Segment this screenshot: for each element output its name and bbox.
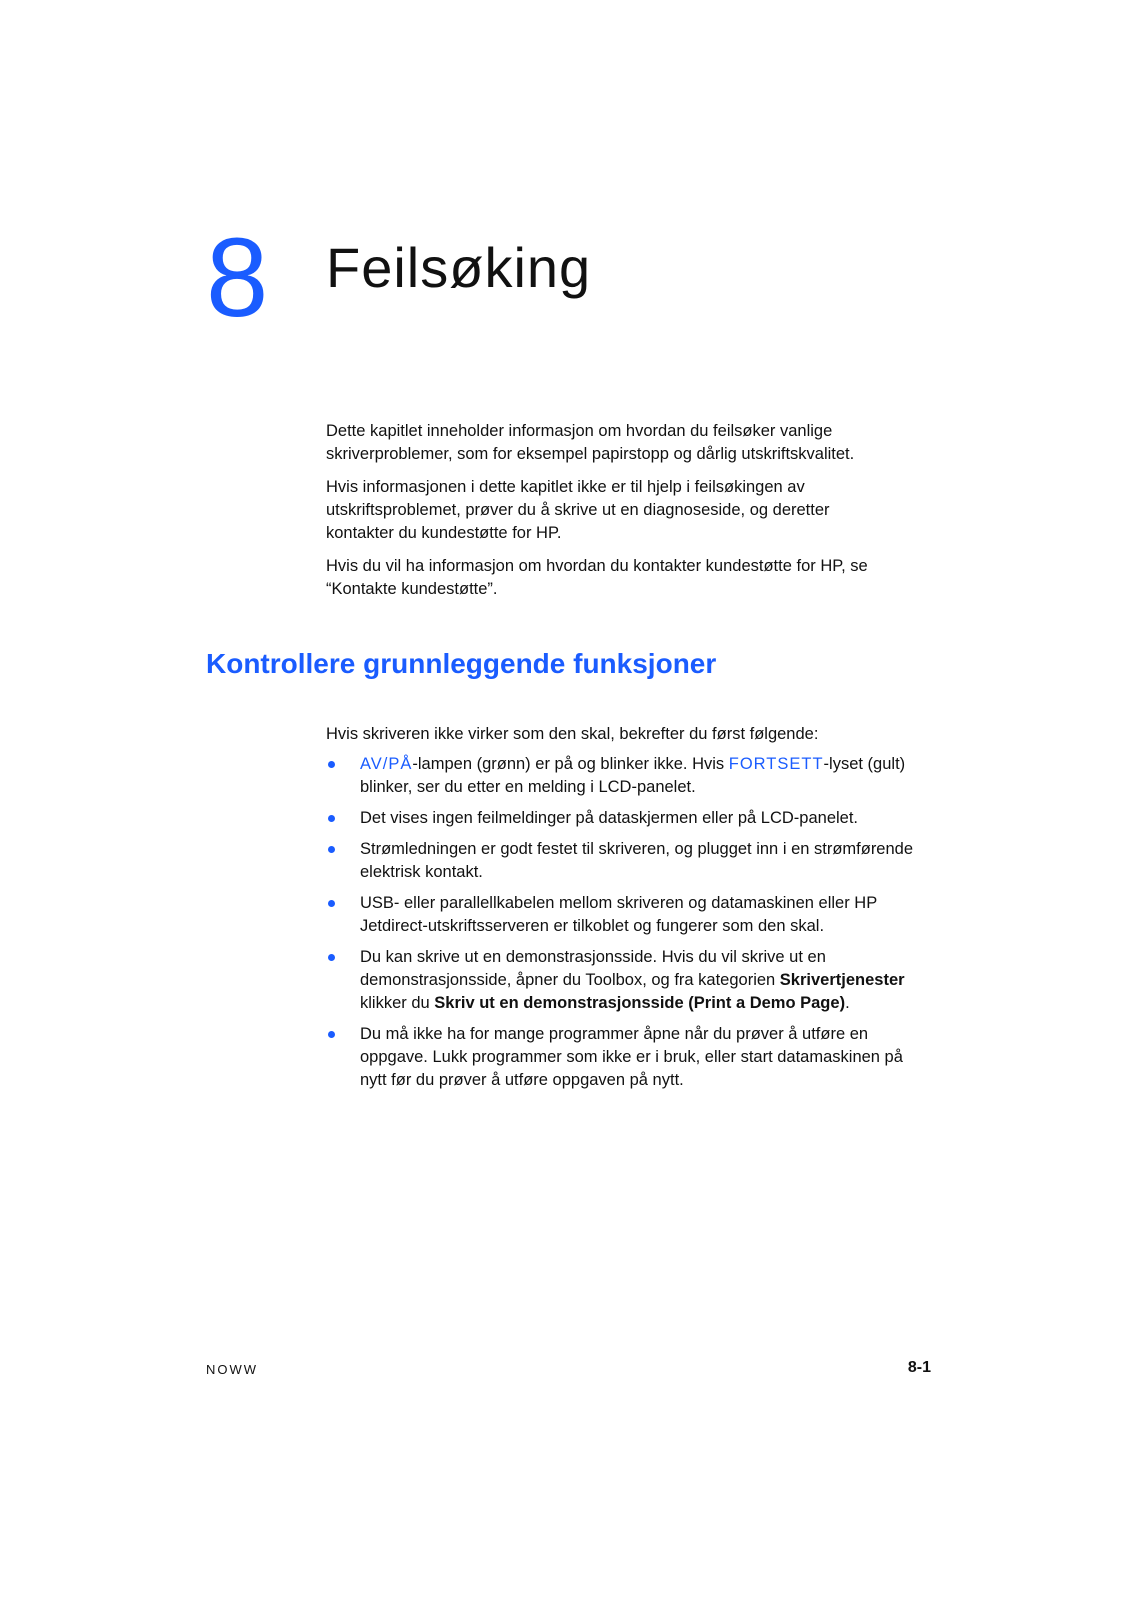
print-demo-page-label: Skriv ut en demonstrasjonsside (Print a Demo Page) [434, 994, 846, 1012]
list-item-text: -lampen (grønn) er på og blinker ikke. Hvis [412, 755, 729, 773]
list-item [326, 807, 926, 830]
intro-paragraph: Hvis du vil ha informasjon om hvordan du kontakter kundestøtte for HP, se “Kontakte kundestøtte”. [326, 557, 868, 598]
list-item-text: -lyset (gult) blinker, ser du etter en melding i LCD-panelet. [360, 755, 906, 796]
power-light-label: AV/PÅ [360, 755, 413, 773]
chapter-number: 8 [206, 215, 269, 340]
list-item [326, 753, 926, 799]
intro-paragraph: Dette kapitlet inneholder informasjon om hvordan du feilsøker vanlige skriverproblemer, som for eksempel papirstopp og dårlig utskriftskvalitet. [326, 422, 855, 463]
continue-light-label: FORTSETT [728, 755, 824, 773]
list-item-text: Strømledningen er godt festet til skriveren, og plugget inn i en strømførende elektrisk kontakt. [360, 840, 914, 881]
list-item-text: klikker du [360, 994, 435, 1012]
list-item-text: . [845, 994, 850, 1012]
list-item [326, 892, 926, 938]
list-item-text: USB- eller parallellkabelen mellom skriveren og datamaskinen eller HP Jetdirect-utskriftsserveren er tilkoblet og fungerer som den skal. [360, 894, 877, 935]
list-item-text: Du må ikke ha for mange programmer åpne når du prøver å utføre en oppgave. Lukk programmer som ikke er i bruk, eller start datamaskinen på nytt før du prøver å utføre oppgaven på nytt. [360, 1025, 903, 1089]
intro-section [326, 420, 886, 611]
section-lead: Hvis skriveren ikke virker som den skal, bekrefter du først følgende: [326, 725, 819, 743]
printer-services-label: Skrivertjenester [779, 971, 905, 989]
bullet-icon [328, 900, 335, 907]
list-item [326, 946, 926, 1015]
bullet-icon [328, 761, 335, 768]
chapter-title: Feilsøking [326, 236, 592, 299]
bullet-icon [328, 954, 335, 961]
bullet-icon [328, 815, 335, 822]
bullet-icon [328, 846, 335, 853]
list-item [326, 1023, 926, 1092]
page-number: 8-1 [907, 1359, 931, 1376]
list-item-text: Du kan skrive ut en demonstrasjonsside. Hvis du vil skrive ut en demonstrasjonsside, åpner du Toolbox, og fra kategorien [360, 948, 826, 989]
list-item-text: Det vises ingen feilmeldinger på dataskjermen eller på LCD-panelet. [360, 809, 859, 827]
checklist [326, 753, 926, 1100]
footer-doc-code: NOWW [206, 1362, 259, 1377]
list-item [326, 838, 926, 884]
bullet-icon [328, 1031, 335, 1038]
section-heading: Kontrollere grunnleggende funksjoner [206, 648, 717, 679]
intro-paragraph: Hvis informasjonen i dette kapitlet ikke er til hjelp i feilsøkingen av utskriftsproblemet, prøver du å skrive ut en diagnoseside, og deretter kontakter du kundestøtte for HP. [326, 478, 830, 542]
